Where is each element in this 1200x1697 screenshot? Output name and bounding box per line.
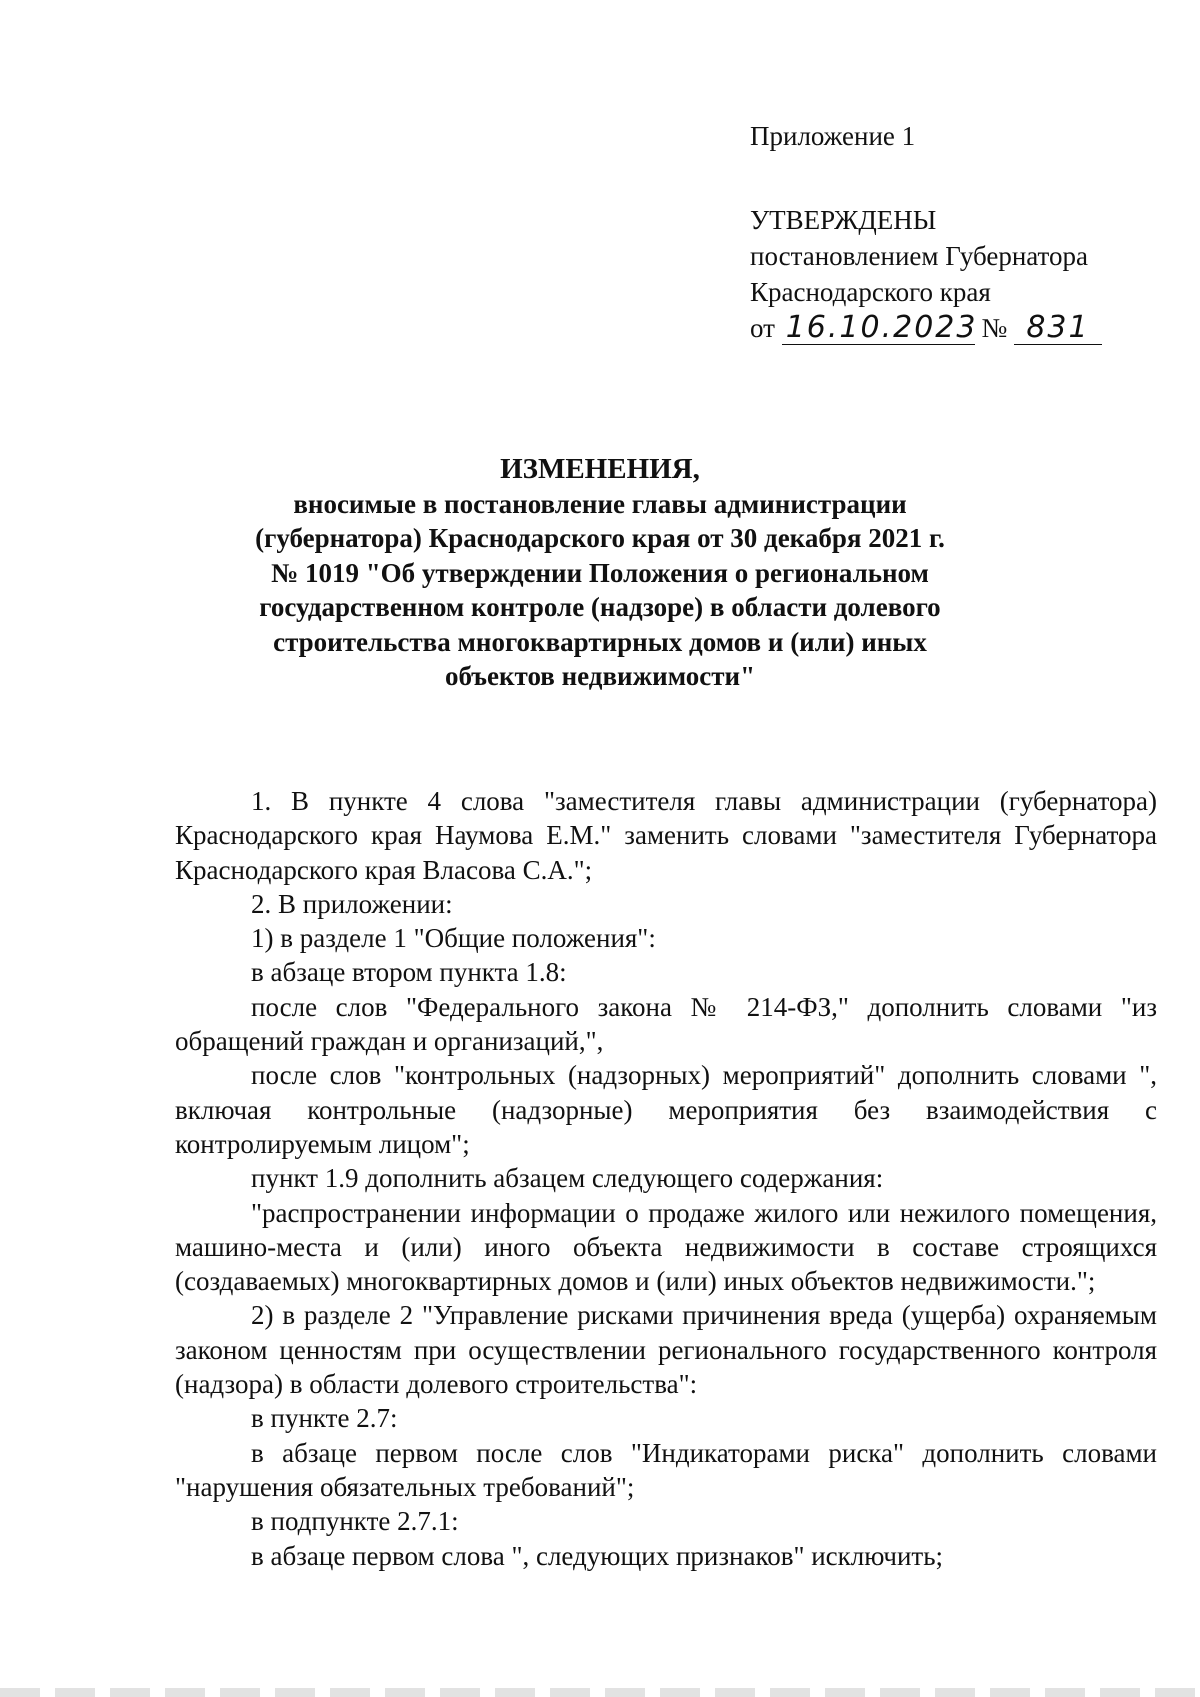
date-prefix: от — [750, 313, 775, 343]
approved-label: УТВЕРЖДЕНЫ — [750, 205, 937, 235]
paragraph: 2. В приложении: — [251, 888, 453, 919]
title-line: вносимые в постановление главы администрации — [293, 488, 907, 519]
document-body — [175, 784, 1157, 1573]
title-line: строительства многоквартирных домов и (или) иных — [273, 626, 927, 657]
paragraph: после слов "Федерального закона № 214-ФЗ," дополнить словами "из обращений граждан и организаций,", — [175, 991, 1157, 1057]
handwritten-number: 831 — [1014, 312, 1102, 345]
annex-label: Приложение 1 — [750, 121, 916, 151]
paragraph: 1. В пункте 4 слова "заместителя главы администрации (губернатора) Краснодарского края Наумова Е.М." заменить словами "заместителя Губернатора Краснодарского края Власова С.А."; — [175, 786, 1157, 885]
paragraph: после слов "контрольных (надзорных) мероприятий" дополнить словами ", включая контрольные (надзорные) мероприятия без взаимодействия с контролируемым лицом"; — [175, 1060, 1157, 1159]
paragraph: в абзаце первом после слов "Индикаторами риска" дополнить словами "нарушения обязательных требований"; — [175, 1437, 1157, 1502]
paragraph: 2) в разделе 2 "Управление рисками причинения вреда (ущерба) охраняемым законом ценностям при осуществлении регионального государственного контроля (надзора) в области долевого строительства": — [175, 1300, 1157, 1400]
paragraph: "распространении информации о продаже жилого или нежилого помещения, машино-места и (или) иного объекта недвижимости в составе строящихся (создаваемых) многоквартирных домов и (или) иных объектов недвижимости."; — [175, 1197, 1157, 1297]
approval-line-2: Краснодарского края — [750, 277, 991, 307]
title-line: объектов недвижимости" — [444, 661, 756, 691]
title-line: государственном контроле (надзоре) в области долевого — [259, 592, 941, 622]
title-line: № 1019 "Об утверждении Положения о региональном — [271, 557, 929, 588]
paragraph: пункт 1.9 дополнить абзацем следующего содержания: — [251, 1163, 884, 1194]
approval-date-line — [750, 310, 1170, 346]
approval-line-1: постановлением Губернатора — [750, 241, 1088, 271]
paragraph: в абзаце первом слова ", следующих признаков" исключить; — [251, 1540, 944, 1571]
number-prefix: № — [981, 313, 1008, 343]
title-line: (губернатора) Краснодарского края от 30 декабря 2021 г. — [255, 523, 945, 553]
document-title: ИЗМЕНЕНИЯ, — [500, 453, 700, 485]
paragraph: в абзаце втором пункта 1.8: — [251, 957, 567, 988]
scan-edge-artifact — [0, 1688, 1200, 1697]
document-title-block — [170, 452, 1030, 694]
handwritten-date: 16.10.2023 — [782, 312, 975, 345]
paragraph: 1) в разделе 1 "Общие положения": — [251, 923, 656, 954]
approval-stamp-block — [750, 118, 1170, 346]
paragraph: в пункте 2.7: — [251, 1403, 398, 1434]
paragraph: в подпункте 2.7.1: — [251, 1506, 459, 1537]
